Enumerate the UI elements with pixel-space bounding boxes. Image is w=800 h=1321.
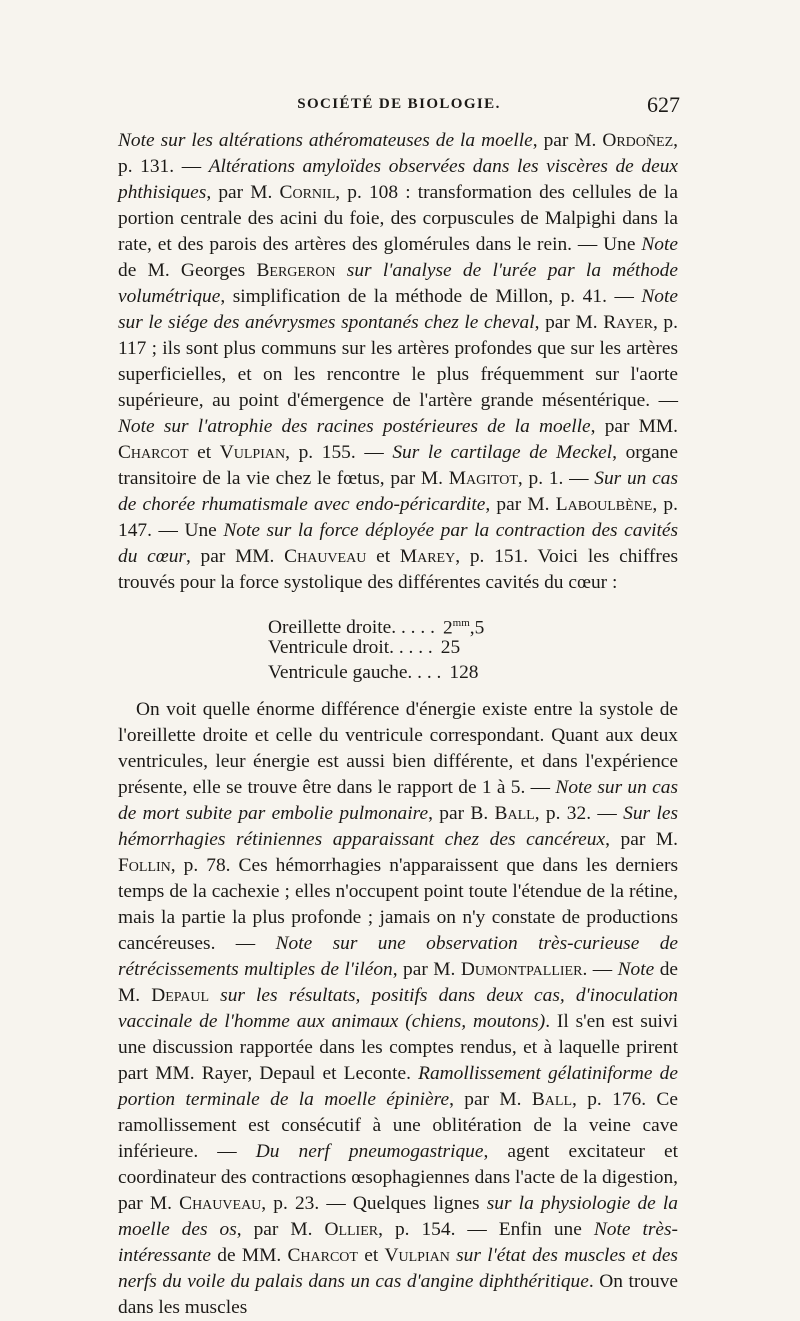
text-run: , par M. <box>236 1219 325 1240</box>
table-row <box>268 610 678 639</box>
author-name: Ball <box>531 1089 573 1110</box>
text-run: , agent excitateur et coordinateur des contractions œsophagiennes dans l'acte de la digestion, par M. <box>118 1141 679 1214</box>
table-row <box>268 660 678 685</box>
page-number: 627 <box>647 92 680 117</box>
text-run: et <box>188 442 220 463</box>
text-run: , p. 23. — Quelques lignes <box>261 1193 487 1214</box>
text-run: , par M. <box>532 130 603 151</box>
text-run: , organe transitoire de la vie chez le fœtus, par M. <box>118 442 678 489</box>
note-title: Note sur les altérations athéromateuses de la moelle <box>118 130 533 151</box>
text-run: et <box>357 1245 385 1266</box>
force-table <box>268 610 678 685</box>
note-title: Note sur la force déployée par la contraction des cavités du cœur <box>118 520 678 567</box>
row-label: Oreillette droite. . . . . <box>268 617 435 639</box>
row-label: Ventricule gauche. . . . <box>268 662 442 683</box>
row-value: 128 <box>449 662 479 683</box>
page-header <box>118 92 680 124</box>
text-run: , par M. <box>449 1089 532 1110</box>
author-name: Depaul <box>151 985 210 1006</box>
author-name: Vulpian <box>384 1245 450 1266</box>
note-title: Sur les hémorrhagies rétiniennes apparaissant chez des cancéreux <box>118 803 678 850</box>
note-title: Note <box>617 959 655 980</box>
text-run: . On trouve dans les muscles <box>118 1271 679 1318</box>
note-title: Note sur un cas de mort subite par embolie pulmonaire <box>118 777 678 824</box>
paragraph-1 <box>118 128 678 596</box>
author-name: Follin <box>118 855 171 876</box>
row-label: Ventricule droit. . . . . <box>268 637 433 658</box>
text-run: , par M. <box>206 182 280 203</box>
author-name: Cornil <box>279 182 336 203</box>
text-run: , par B. <box>428 803 495 824</box>
row-value: 25 <box>440 637 461 658</box>
note-title: Ramollissement gélatiniforme de portion terminale de la moelle épinière <box>118 1063 678 1110</box>
author-name: Chauveau <box>284 546 367 567</box>
text-run: de M. Georges <box>118 260 257 281</box>
author-name: Ball <box>494 803 535 824</box>
author-name: Bergeron <box>256 260 336 281</box>
text-run: , p. 155. — <box>285 442 393 463</box>
author-name: Charcot <box>287 1245 358 1266</box>
note-title: sur les résultats, positifs dans deux cas, d'inoculation vaccinale de l'homme aux animaux (chiens, moutons) <box>118 985 679 1032</box>
text-run: , par M. <box>485 494 556 515</box>
text-run: de MM. <box>211 1245 288 1266</box>
text-run: , p. 32. — <box>534 803 624 824</box>
author-name: Vulpian <box>219 442 286 463</box>
body-text <box>118 128 678 1321</box>
author-name: Ollier <box>324 1219 379 1240</box>
text-run: , par MM. <box>590 416 678 437</box>
author-name: Laboulbène <box>555 494 653 515</box>
text-run: , p. 176. Ce ramollissement est consécutif à une oblitération de la veine cave inférieure. — <box>118 1089 678 1162</box>
note-title: Note sur une observation très-curieuse de rétrécissements multiples de l'iléon <box>118 933 678 980</box>
value-unit: mm <box>452 617 470 629</box>
text-run: , par M. <box>605 829 678 850</box>
author-name: Charcot <box>118 442 189 463</box>
text-run: . Il s'en est suivi une discussion rapportée dans les comptes rendus, et à laquelle prirent part MM. Rayer, Depaul et Leconte. <box>118 1011 678 1084</box>
text-run: , p. 108 : transformation des cellules de la portion centrale des acini du foie, des corpuscules de Malpighi dans la rate, et des parois des artères des glomérules dans le rein. — Une <box>118 182 678 255</box>
text-run: , par MM. <box>185 546 285 567</box>
note-title: Note très-intéressante <box>118 1219 678 1266</box>
note-title: Sur le cartilage de Meckel <box>392 442 613 463</box>
text-run: On voit quelle énorme différence d'énergie existe entre la systole de l'oreillette droite et celle du ventricule correspondant. Quant aux deux ventricules, leur énergie est aussi bien différente, et dans l'expérience présente, elle se trouve être dans le rapport de 1 à 5. — <box>118 699 678 798</box>
value-number: 2 <box>442 617 453 639</box>
author-name: Ordoñez <box>602 130 674 151</box>
text-run: , p. 117 ; ils sont plus communs sur les artères profondes que sur les artères superficielles, et on les rencontre le plus fréquemment sur l'aorte supérieure, au point d'émergence de l'artère grande mésentérique. — <box>118 312 678 411</box>
text-run: , par M. <box>392 959 461 980</box>
text-run: , p. 147. — Une <box>118 494 678 541</box>
text-run: , simplification de la méthode de Millon, p. 41. — <box>220 286 642 307</box>
text-run: de M. <box>118 959 679 1006</box>
note-title: Note sur le siége des anévrysmes spontanés chez le cheval <box>118 286 678 333</box>
text-run: , p. 154. — Enfin une <box>378 1219 594 1240</box>
text-run: , par M. <box>534 312 604 333</box>
text-run: . — <box>582 959 618 980</box>
note-title: Note <box>641 234 678 255</box>
note-title: sur la physiologie de la moelle des os <box>118 1193 678 1240</box>
note-title: Note sur l'atrophie des racines postérieures de la moelle <box>118 416 591 437</box>
text-run: et <box>366 546 400 567</box>
running-title: SOCIÉTÉ DE BIOLOGIE. <box>297 96 501 112</box>
note-title: Du nerf pneumogastrique <box>255 1141 484 1162</box>
text-run: , p. 151. Voici les chiffres trouvés pour la force systolique des différentes cavités du cœur : <box>118 546 678 593</box>
author-name: Marey <box>399 546 456 567</box>
note-title: Sur un cas de chorée rhumatismale avec endo-péricardite <box>118 468 678 515</box>
author-name: Magitot <box>448 468 518 489</box>
value-suffix: ,5 <box>469 617 485 639</box>
author-name: Dumontpallier <box>460 959 583 980</box>
note-title: sur l'état des muscles et des nerfs du voile du palais dans un cas d'angine diphthéritique <box>118 1245 678 1292</box>
author-name: Chauveau <box>179 1193 262 1214</box>
paragraph-2 <box>118 697 678 1321</box>
note-title: sur l'analyse de l'urée par la méthode volumétrique <box>118 260 678 307</box>
text-run: , p. 78. Ces hémorrhagies n'apparaissent que dans les derniers temps de la cachexie ; elles n'occupent point toute l'étendue de la rétine, mais la partie la plus profonde ; jamais on n'y constate de productions cancéreuses. — <box>118 855 678 954</box>
author-name: Rayer <box>603 312 653 333</box>
text-run: , p. 1. — <box>517 468 595 489</box>
note-title: Altérations amyloïdes observées dans les viscères de deux phthisiques <box>118 156 678 203</box>
text-run: , p. 131. — <box>118 130 678 177</box>
